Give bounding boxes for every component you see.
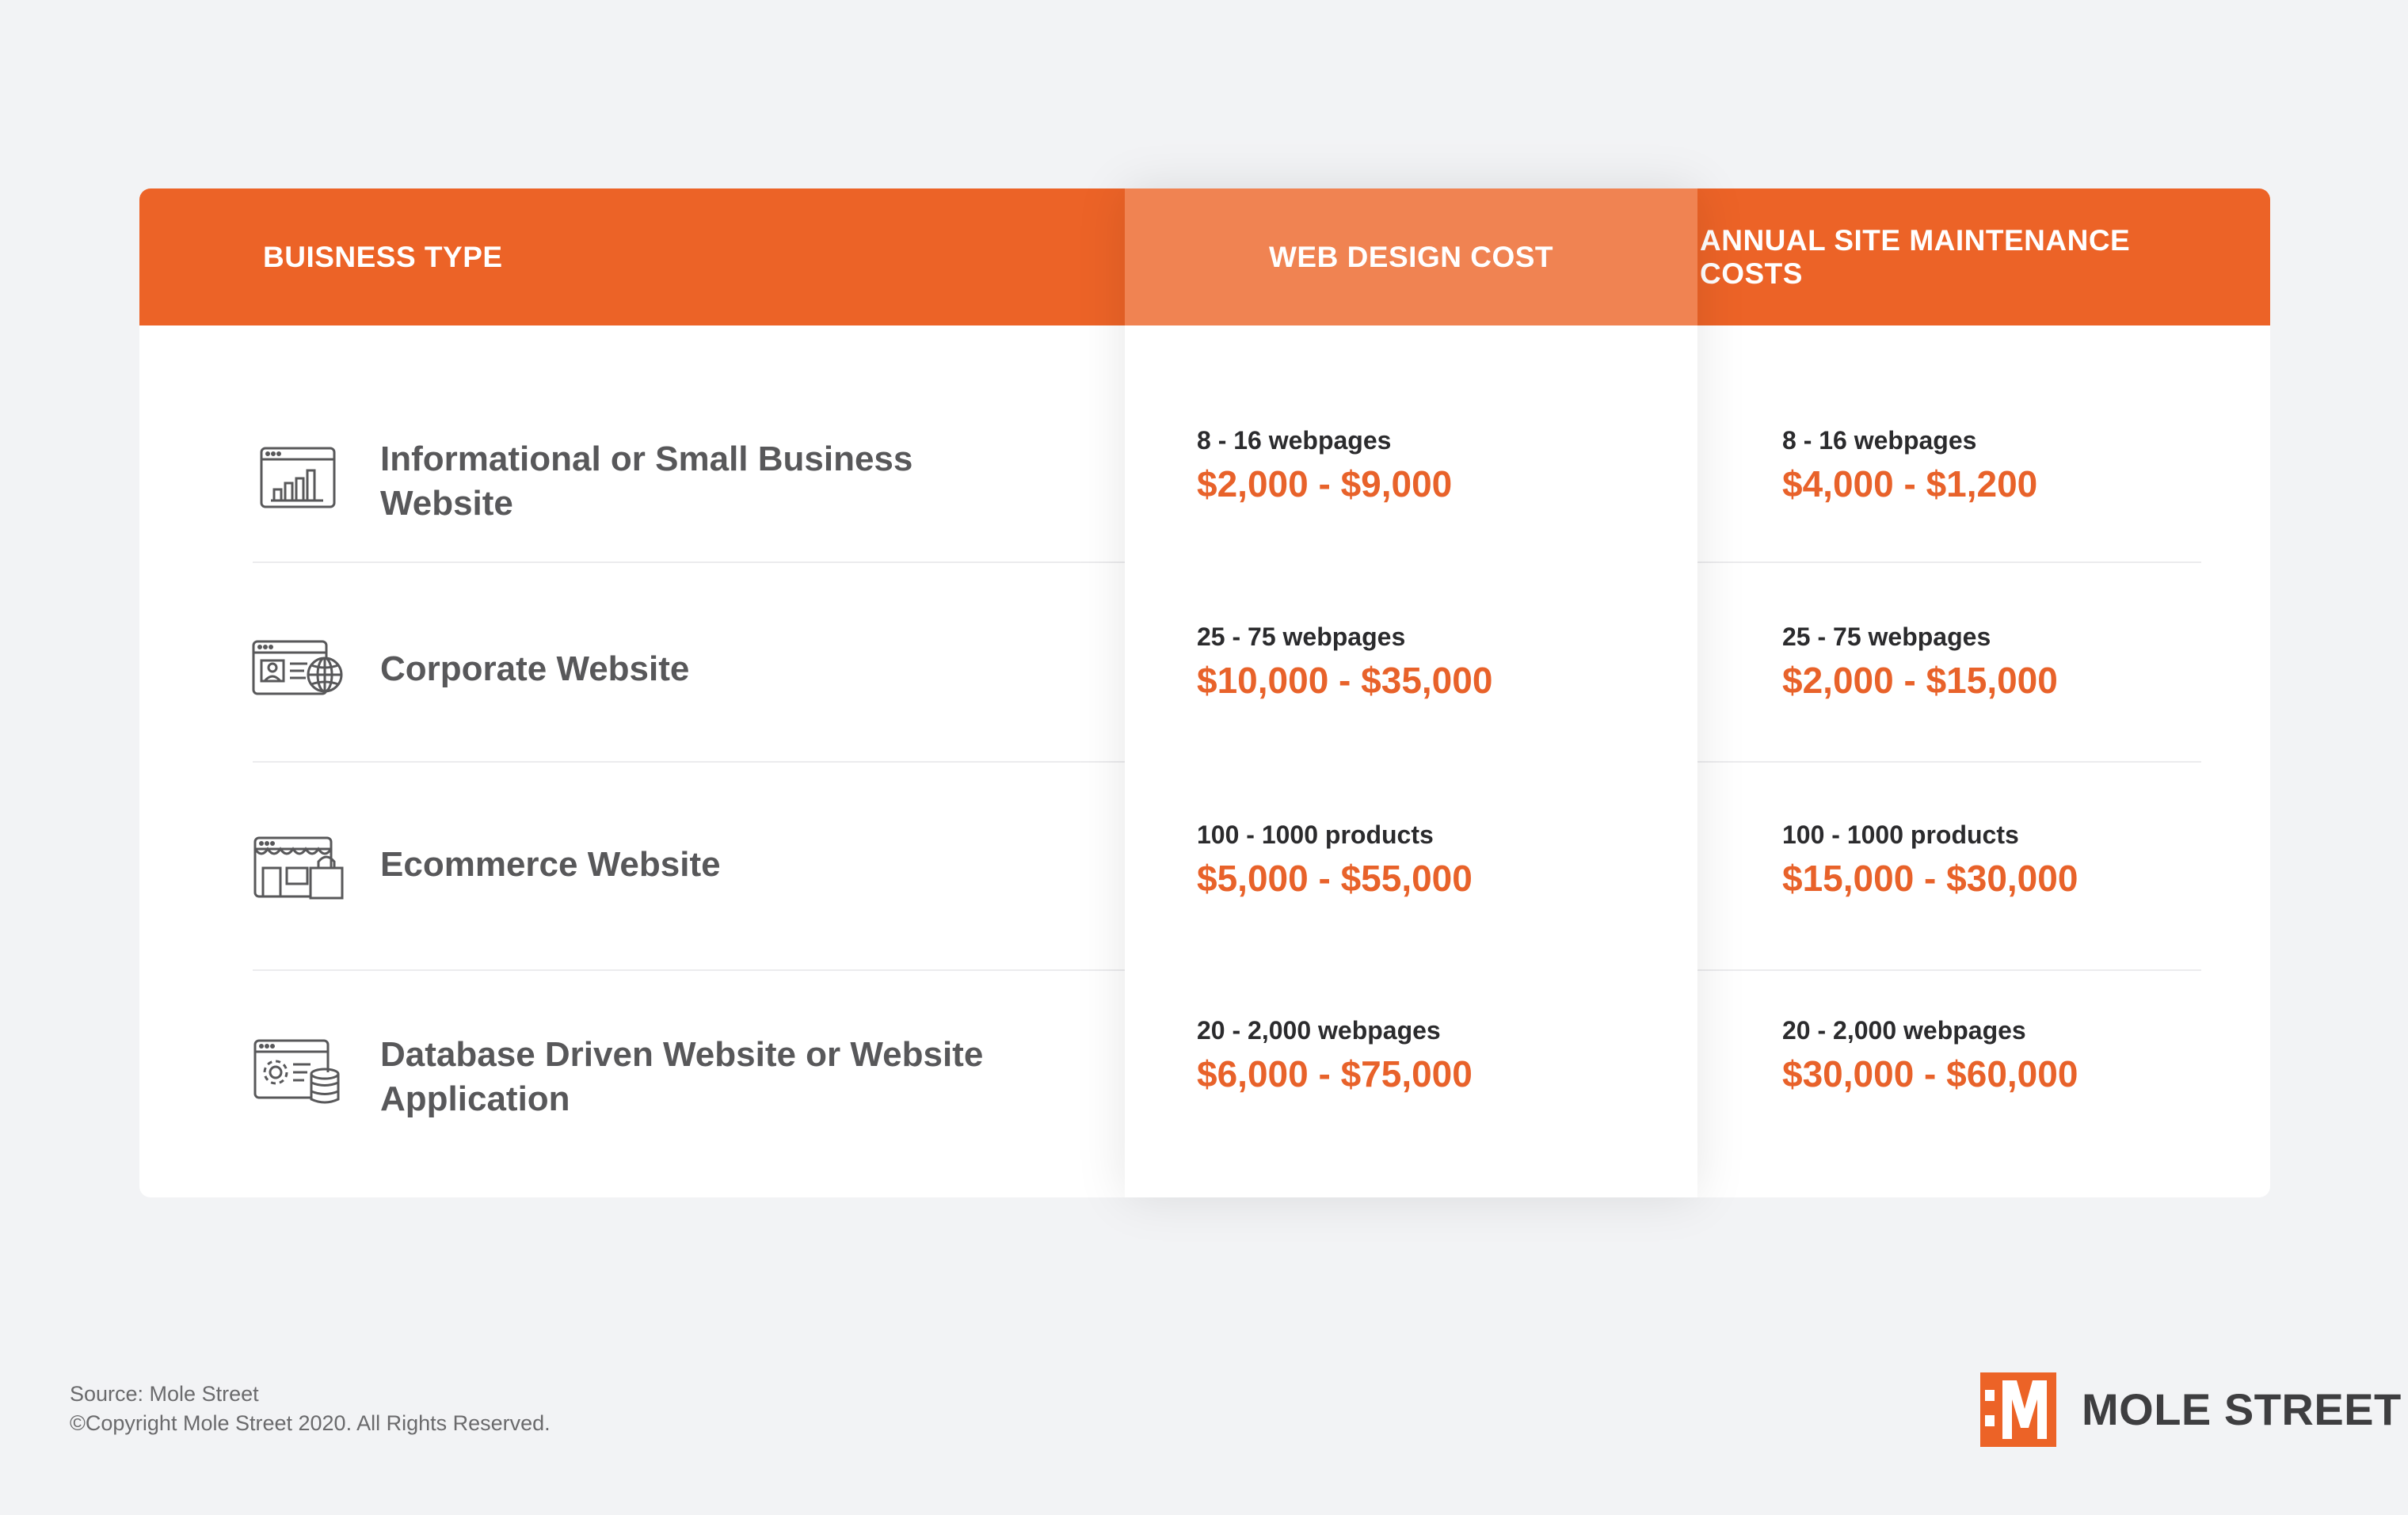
maintenance-cost-cell [1782,819,2078,901]
corporate-browser-globe-icon [250,634,345,705]
maintenance-price: $4,000 - $1,200 [1782,463,2038,504]
row-title: Ecommerce Website [380,845,721,884]
maintenance-price: $30,000 - $60,000 [1782,1053,2078,1094]
row-title: Informational or Small Business Website [380,440,913,523]
design-quantity: 25 - 75 webpages [1197,622,1406,651]
row-title: Database Driven Website or Website Application [380,1035,984,1118]
header-business-type: BUISNESS TYPE [263,240,503,273]
maintenance-quantity: 25 - 75 webpages [1782,622,1991,651]
web-design-cost-cell [1197,819,1473,901]
analytics-browser-icon [250,443,345,515]
web-design-cost-cell [1197,424,1452,507]
design-quantity: 8 - 16 webpages [1197,426,1392,455]
brand-name: MOLE STREET [2082,1384,2402,1434]
maintenance-quantity: 20 - 2,000 webpages [1782,1016,2026,1045]
row-title: Corporate Website [380,649,690,688]
footer-credits [70,1380,551,1438]
source-text: Source: Mole Street [70,1382,259,1406]
design-price: $6,000 - $75,000 [1197,1053,1473,1094]
header-maintenance-cost: ANNUAL SITE MAINTENANCE COSTS [1700,223,2131,290]
storefront-bag-icon [250,832,345,903]
maintenance-quantity: 100 - 1000 products [1782,820,2019,849]
browser-gear-database-icon [250,1036,345,1107]
maintenance-cost-cell [1782,621,2058,703]
maintenance-cost-cell [1782,1014,2078,1097]
design-price: $5,000 - $55,000 [1197,858,1473,899]
web-design-cost-cell [1197,1014,1473,1097]
web-design-cost-cell [1197,621,1492,703]
design-price: $10,000 - $35,000 [1197,660,1493,701]
copyright-text: ©Copyright Mole Street 2020. All Rights Reserved. [70,1411,551,1435]
maintenance-price: $15,000 - $30,000 [1782,858,2078,899]
mole-street-logo-icon [1980,1372,2056,1447]
maintenance-cost-cell [1782,424,2037,507]
maintenance-price: $2,000 - $15,000 [1782,660,2058,701]
maintenance-quantity: 8 - 16 webpages [1782,426,1977,455]
design-price: $2,000 - $9,000 [1197,463,1453,504]
design-quantity: 20 - 2,000 webpages [1197,1016,1441,1045]
design-quantity: 100 - 1000 products [1197,820,1434,849]
header-web-design-cost: WEB DESIGN COST [1125,188,1697,325]
